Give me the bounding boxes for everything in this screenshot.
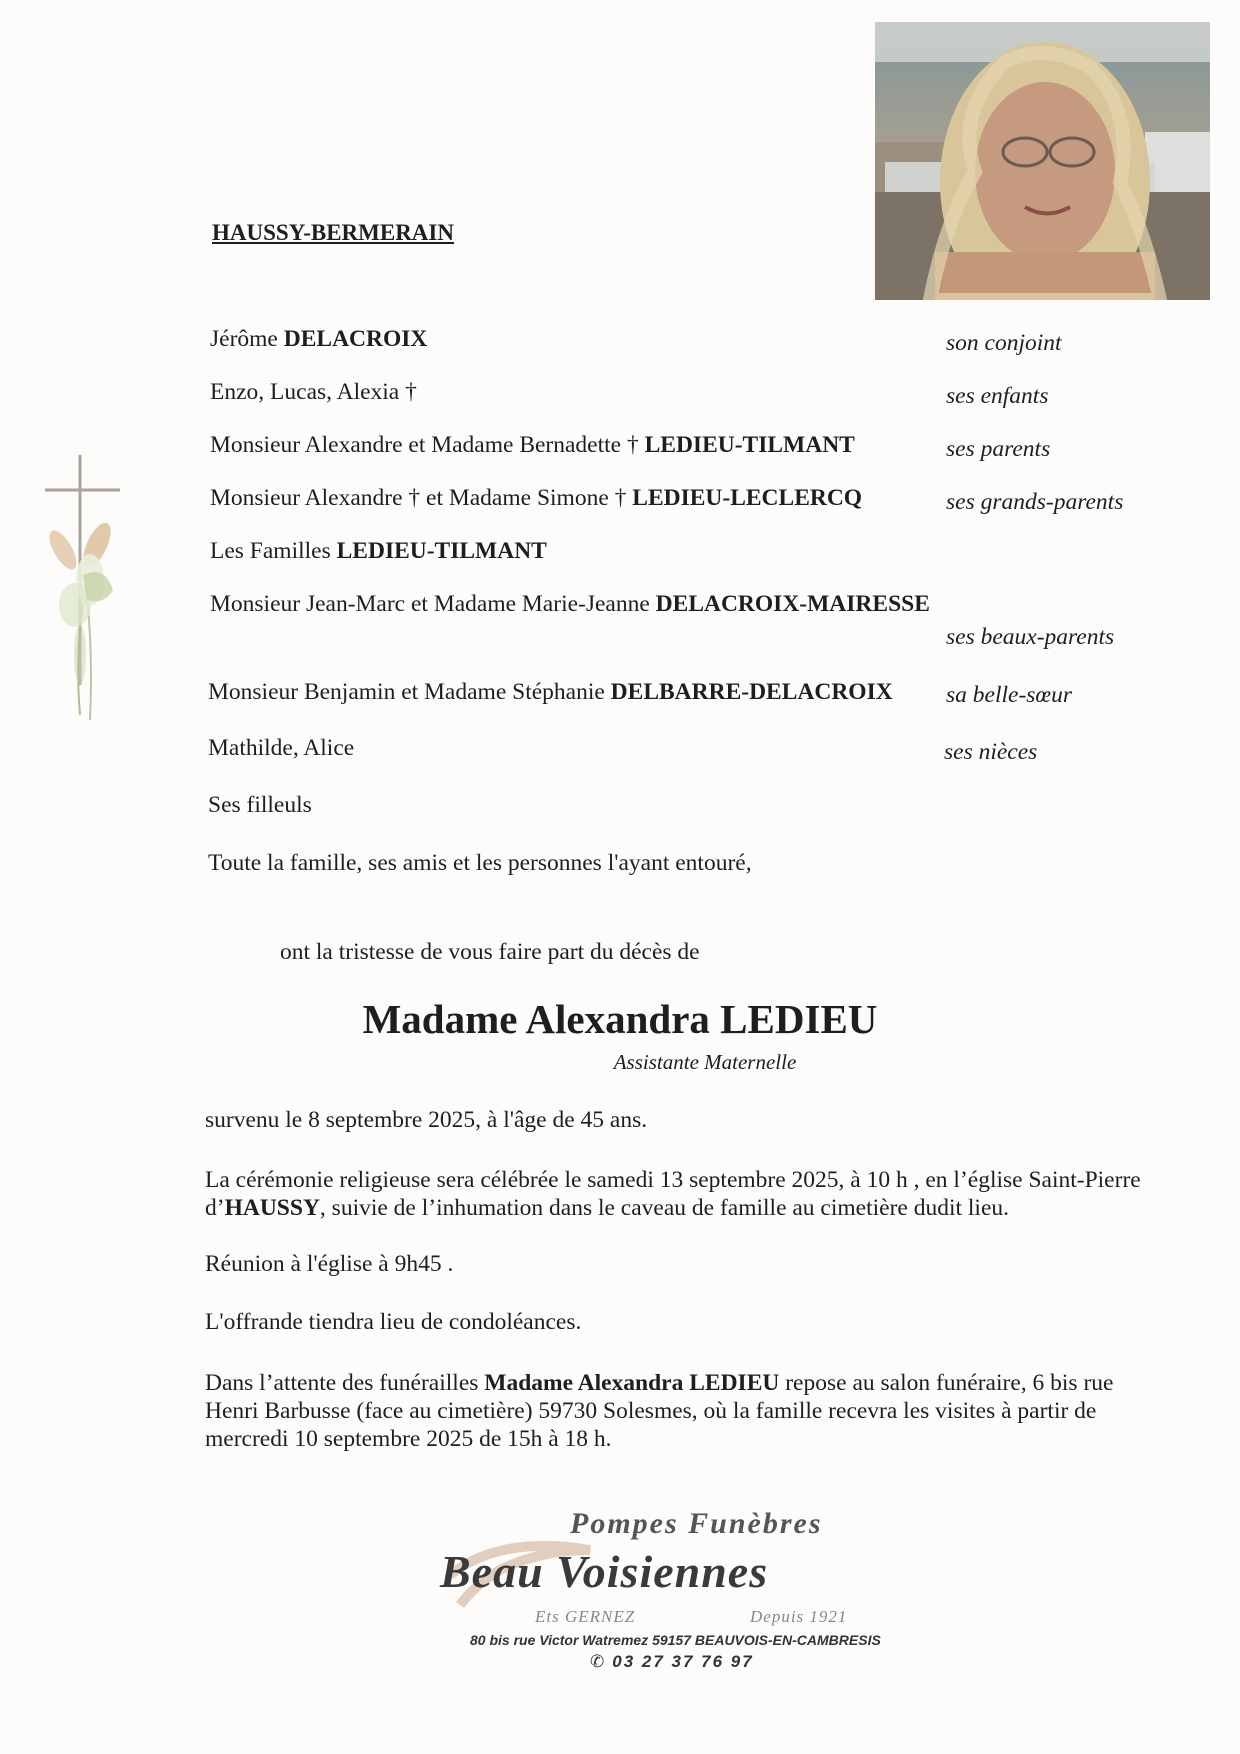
death-date-text: survenu le 8 septembre 2025, à l'âge de 45 ans. <box>205 1107 648 1133</box>
phone-icon: ✆ <box>590 1652 607 1671</box>
deceased-profession: Assistante Maternelle <box>613 1050 797 1074</box>
deceased-name: Madame Alexandra LEDIEU <box>362 996 878 1042</box>
funeral-home-address: 80 bis rue Victor Watremez 59157 BEAUVOIS-EN-CAMBRESIS <box>470 1632 881 1648</box>
family-member-relation: ses enfants <box>946 383 1049 409</box>
wake-paragraph: Dans l’attente des funérailles Madame Alexandra LEDIEU repose au salon funéraire, 6 bis rue Henri Barbusse (face au cimetière) 59730 Solesmes, où la famille recevra les visites à partir de mercredi 10 septembre 2025 de 15h à 18 h. <box>205 1370 1114 1452</box>
family-member-name: Monsieur Alexandre et Madame Bernadette † LEDIEU-TILMANT <box>210 432 855 458</box>
family-member-name: Monsieur Benjamin et Madame Stéphanie DELBARRE-DELACROIX <box>208 679 893 705</box>
family-member-relation: son conjoint <box>946 330 1062 356</box>
funeral-home-name: Beau Voisiennes <box>440 1546 769 1597</box>
funeral-home-title: Pompes Funèbres <box>570 1507 823 1540</box>
meeting-text: Réunion à l'église à 9h45 . <box>205 1251 454 1277</box>
announcement-text: ont la tristesse de vous faire part du décès de <box>280 939 700 965</box>
cross-lily-icon <box>35 455 145 725</box>
family-member-relation: ses beaux-parents <box>946 624 1115 650</box>
family-member-relation: sa belle-sœur <box>946 682 1072 708</box>
offering-text: L'offrande tiendra lieu de condoléances. <box>205 1309 582 1335</box>
family-member-name: Enzo, Lucas, Alexia † <box>210 379 417 405</box>
family-member-relation: ses nièces <box>944 739 1038 765</box>
funeral-home-phone: ✆ 03 27 37 76 97 <box>590 1652 754 1671</box>
family-member-relation: ses grands-parents <box>946 489 1124 515</box>
funeral-home-since: Depuis 1921 <box>750 1607 848 1626</box>
family-member-name: Ses filleuls <box>208 792 312 818</box>
family-member-relation: ses parents <box>946 436 1051 462</box>
funeral-home-ets: Ets GERNEZ <box>535 1607 636 1626</box>
location-heading: HAUSSY-BERMERAIN <box>212 220 454 245</box>
family-member-name: Toute la famille, ses amis et les personnes l'ayant entouré, <box>208 850 752 876</box>
ceremony-paragraph: La cérémonie religieuse sera célébrée le samedi 13 septembre 2025, à 10 h , en l’église Saint-Pierre d’HAUSSY, suivie de l’inhumation dans le caveau de famille au cimetière dudit lieu. <box>205 1167 1141 1221</box>
family-member-name: Les Familles LEDIEU-TILMANT <box>210 538 547 564</box>
portrait-photo <box>875 22 1210 300</box>
family-member-name: Monsieur Alexandre † et Madame Simone † LEDIEU-LECLERCQ <box>210 485 863 511</box>
family-member-name: Jérôme DELACROIX <box>210 326 428 352</box>
family-member-name: Mathilde, Alice <box>208 735 355 761</box>
family-member-name: Monsieur Jean-Marc et Madame Marie-Jeanne DELACROIX-MAIRESSE <box>210 591 930 617</box>
